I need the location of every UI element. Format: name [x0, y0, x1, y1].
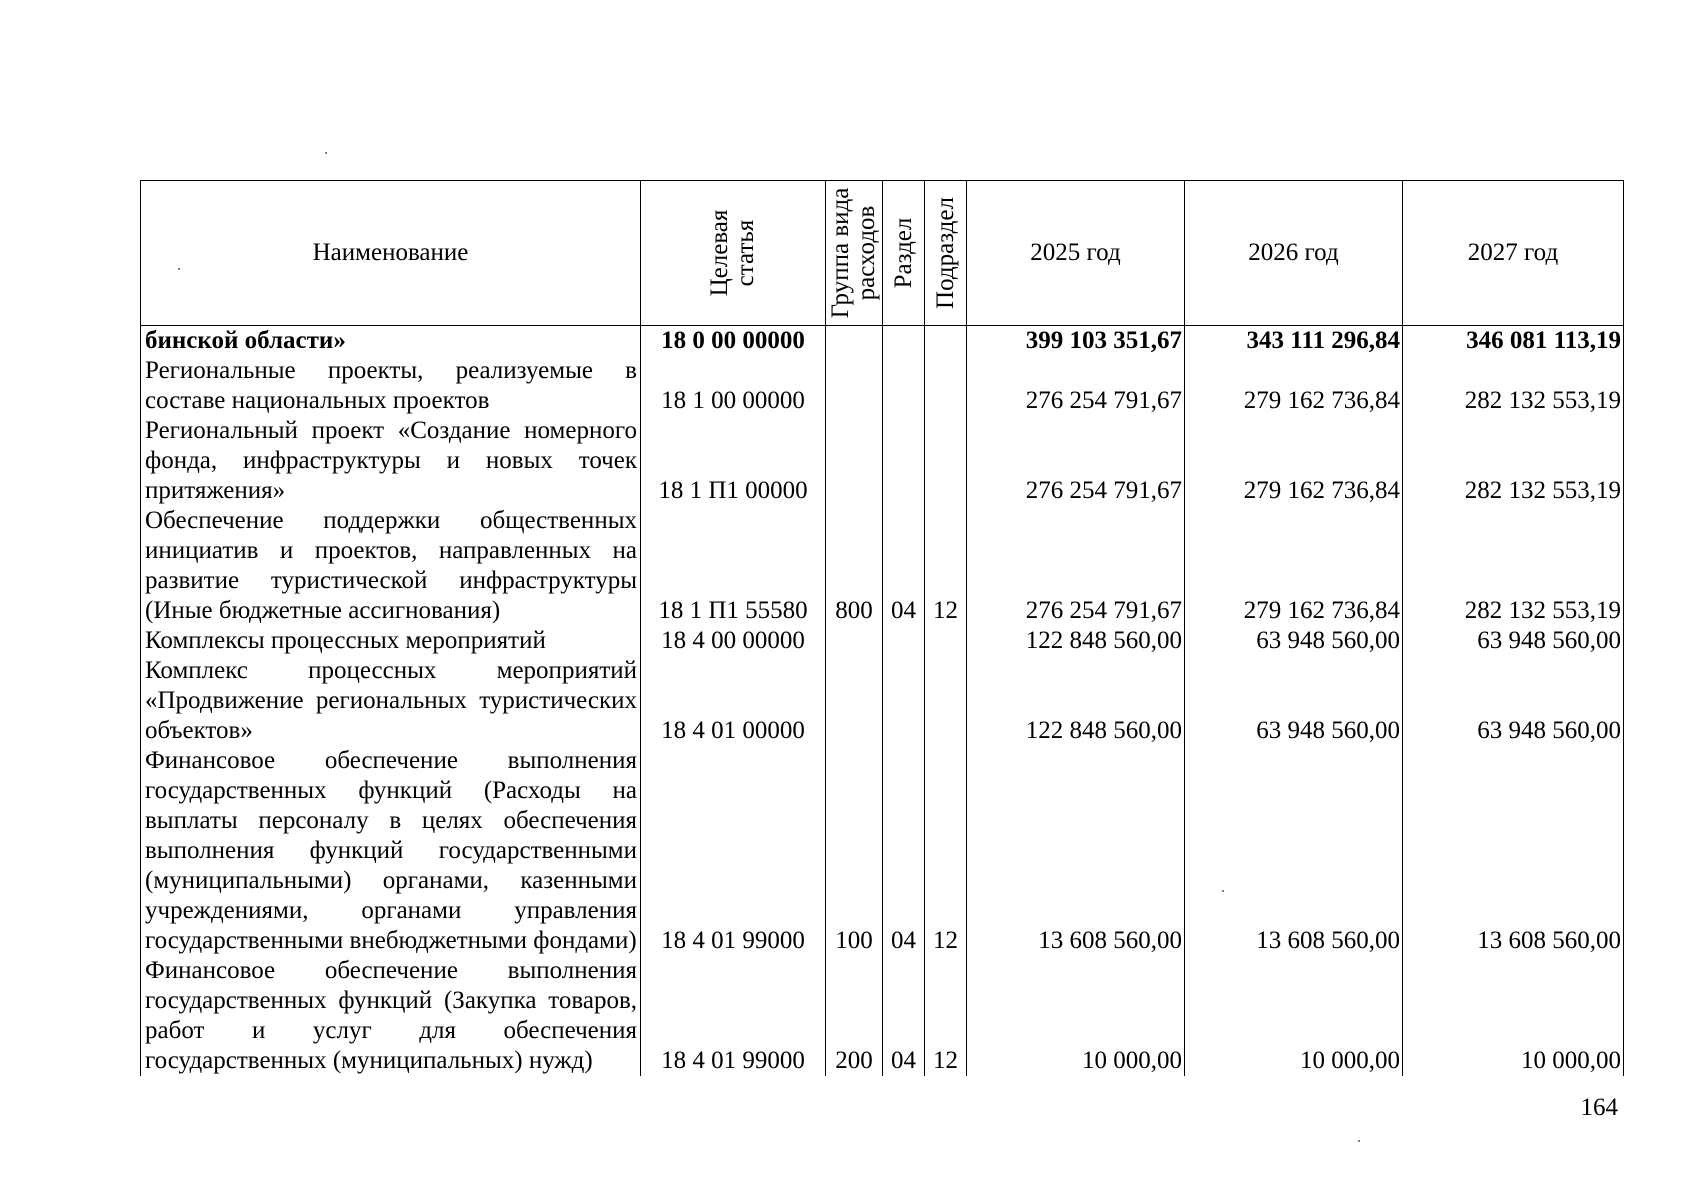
cell-expense-group: 200	[826, 956, 883, 1076]
cell-2025: 122 848 560,00	[967, 626, 1185, 656]
cell-name: Финансовое обеспечение выполнения государственных функций (Расходы на выплаты персоналу в целях обеспечения выполнения функций государственными (муниципальными) органами, казенными учреждениями, органами управления государственными внебюджетными фондами)	[141, 746, 641, 956]
scan-speck	[1358, 1140, 1360, 1142]
cell-target-article: 18 1 П1 55580	[641, 506, 826, 626]
header-name: Наименование	[141, 181, 641, 326]
header-target-article-label: Целевая статья	[705, 209, 759, 297]
table-row	[141, 956, 1624, 1076]
cell-2027: 346 081 113,19	[1403, 326, 1624, 357]
cell-subsection	[925, 626, 967, 656]
cell-2025: 399 103 351,67	[967, 326, 1185, 357]
cell-expense-group	[826, 326, 883, 357]
cell-2026: 13 608 560,00	[1185, 746, 1403, 956]
header-year-2025: 2025 год	[967, 181, 1185, 326]
cell-name: Региональные проекты, реализуемые в составе национальных проектов	[141, 356, 641, 416]
cell-2025: 276 254 791,67	[967, 416, 1185, 506]
cell-name: Финансовое обеспечение выполнения государственных функций (Закупка товаров, работ и услуг для обеспечения государственных (муниципальных) нужд)	[141, 956, 641, 1076]
cell-subsection	[925, 416, 967, 506]
cell-subsection: 12	[925, 746, 967, 956]
cell-2026: 279 162 736,84	[1185, 506, 1403, 626]
cell-2027: 10 000,00	[1403, 956, 1624, 1076]
table-row	[141, 356, 1624, 416]
header-expense-group-label: Группа вида расходов	[826, 187, 880, 319]
scan-speck	[178, 268, 180, 270]
cell-name: Региональный проект «Создание номерного фонда, инфраструктуры и новых точек притяжения»	[141, 416, 641, 506]
table-row	[141, 626, 1624, 656]
cell-expense-group	[826, 626, 883, 656]
cell-section	[883, 326, 925, 357]
cell-name: Комплексы процессных мероприятий	[141, 626, 641, 656]
cell-expense-group: 800	[826, 506, 883, 626]
cell-2025: 10 000,00	[967, 956, 1185, 1076]
cell-2026: 10 000,00	[1185, 956, 1403, 1076]
cell-name: Обеспечение поддержки общественных инициатив и проектов, направленных на развитие туристической инфраструктуры (Иные бюджетные ассигнования)	[141, 506, 641, 626]
header-subsection-label: Подраздел	[931, 197, 959, 309]
scan-speck	[1222, 890, 1224, 892]
cell-target-article: 18 4 01 99000	[641, 956, 826, 1076]
cell-target-article: 18 1 00 00000	[641, 356, 826, 416]
cell-2027: 282 132 553,19	[1403, 356, 1624, 416]
cell-expense-group	[826, 416, 883, 506]
cell-section	[883, 656, 925, 746]
cell-section	[883, 626, 925, 656]
cell-section	[883, 416, 925, 506]
table-row	[141, 416, 1624, 506]
table-body	[141, 326, 1624, 1077]
cell-target-article: 18 4 01 00000	[641, 656, 826, 746]
budget-table	[140, 180, 1624, 1076]
table-row	[141, 656, 1624, 746]
cell-section: 04	[883, 956, 925, 1076]
cell-2027: 282 132 553,19	[1403, 506, 1624, 626]
header-row	[141, 181, 1624, 326]
cell-name: Комплекс процессных мероприятий «Продвижение региональных туристических объектов»	[141, 656, 641, 746]
cell-2025: 122 848 560,00	[967, 656, 1185, 746]
table-row	[141, 326, 1624, 357]
cell-subsection	[925, 356, 967, 416]
cell-target-article: 18 4 01 99000	[641, 746, 826, 956]
cell-2027: 282 132 553,19	[1403, 416, 1624, 506]
cell-name: бинской области»	[141, 326, 641, 357]
header-year-2027: 2027 год	[1403, 181, 1624, 326]
cell-2027: 13 608 560,00	[1403, 746, 1624, 956]
cell-2025: 276 254 791,67	[967, 356, 1185, 416]
cell-subsection: 12	[925, 956, 967, 1076]
cell-2027: 63 948 560,00	[1403, 656, 1624, 746]
header-section-label: Раздел	[889, 217, 917, 289]
cell-target-article: 18 0 00 00000	[641, 326, 826, 357]
header-target-article	[641, 181, 826, 326]
cell-2026: 63 948 560,00	[1185, 656, 1403, 746]
cell-subsection	[925, 656, 967, 746]
cell-expense-group	[826, 356, 883, 416]
header-subsection	[925, 181, 967, 326]
cell-target-article: 18 4 00 00000	[641, 626, 826, 656]
cell-section: 04	[883, 506, 925, 626]
cell-2026: 279 162 736,84	[1185, 416, 1403, 506]
cell-2027: 63 948 560,00	[1403, 626, 1624, 656]
header-year-2026: 2026 год	[1185, 181, 1403, 326]
cell-2025: 276 254 791,67	[967, 506, 1185, 626]
cell-subsection: 12	[925, 506, 967, 626]
cell-expense-group: 100	[826, 746, 883, 956]
cell-subsection	[925, 326, 967, 357]
cell-section: 04	[883, 746, 925, 956]
cell-section	[883, 356, 925, 416]
table-row	[141, 506, 1624, 626]
header-section	[883, 181, 925, 326]
cell-expense-group	[826, 656, 883, 746]
cell-2026: 279 162 736,84	[1185, 356, 1403, 416]
cell-2025: 13 608 560,00	[967, 746, 1185, 956]
scan-speck	[325, 152, 327, 154]
page-number: 164	[1580, 1094, 1618, 1121]
table-row	[141, 746, 1624, 956]
header-expense-group	[826, 181, 883, 326]
cell-2026: 63 948 560,00	[1185, 626, 1403, 656]
cell-target-article: 18 1 П1 00000	[641, 416, 826, 506]
cell-2026: 343 111 296,84	[1185, 326, 1403, 357]
